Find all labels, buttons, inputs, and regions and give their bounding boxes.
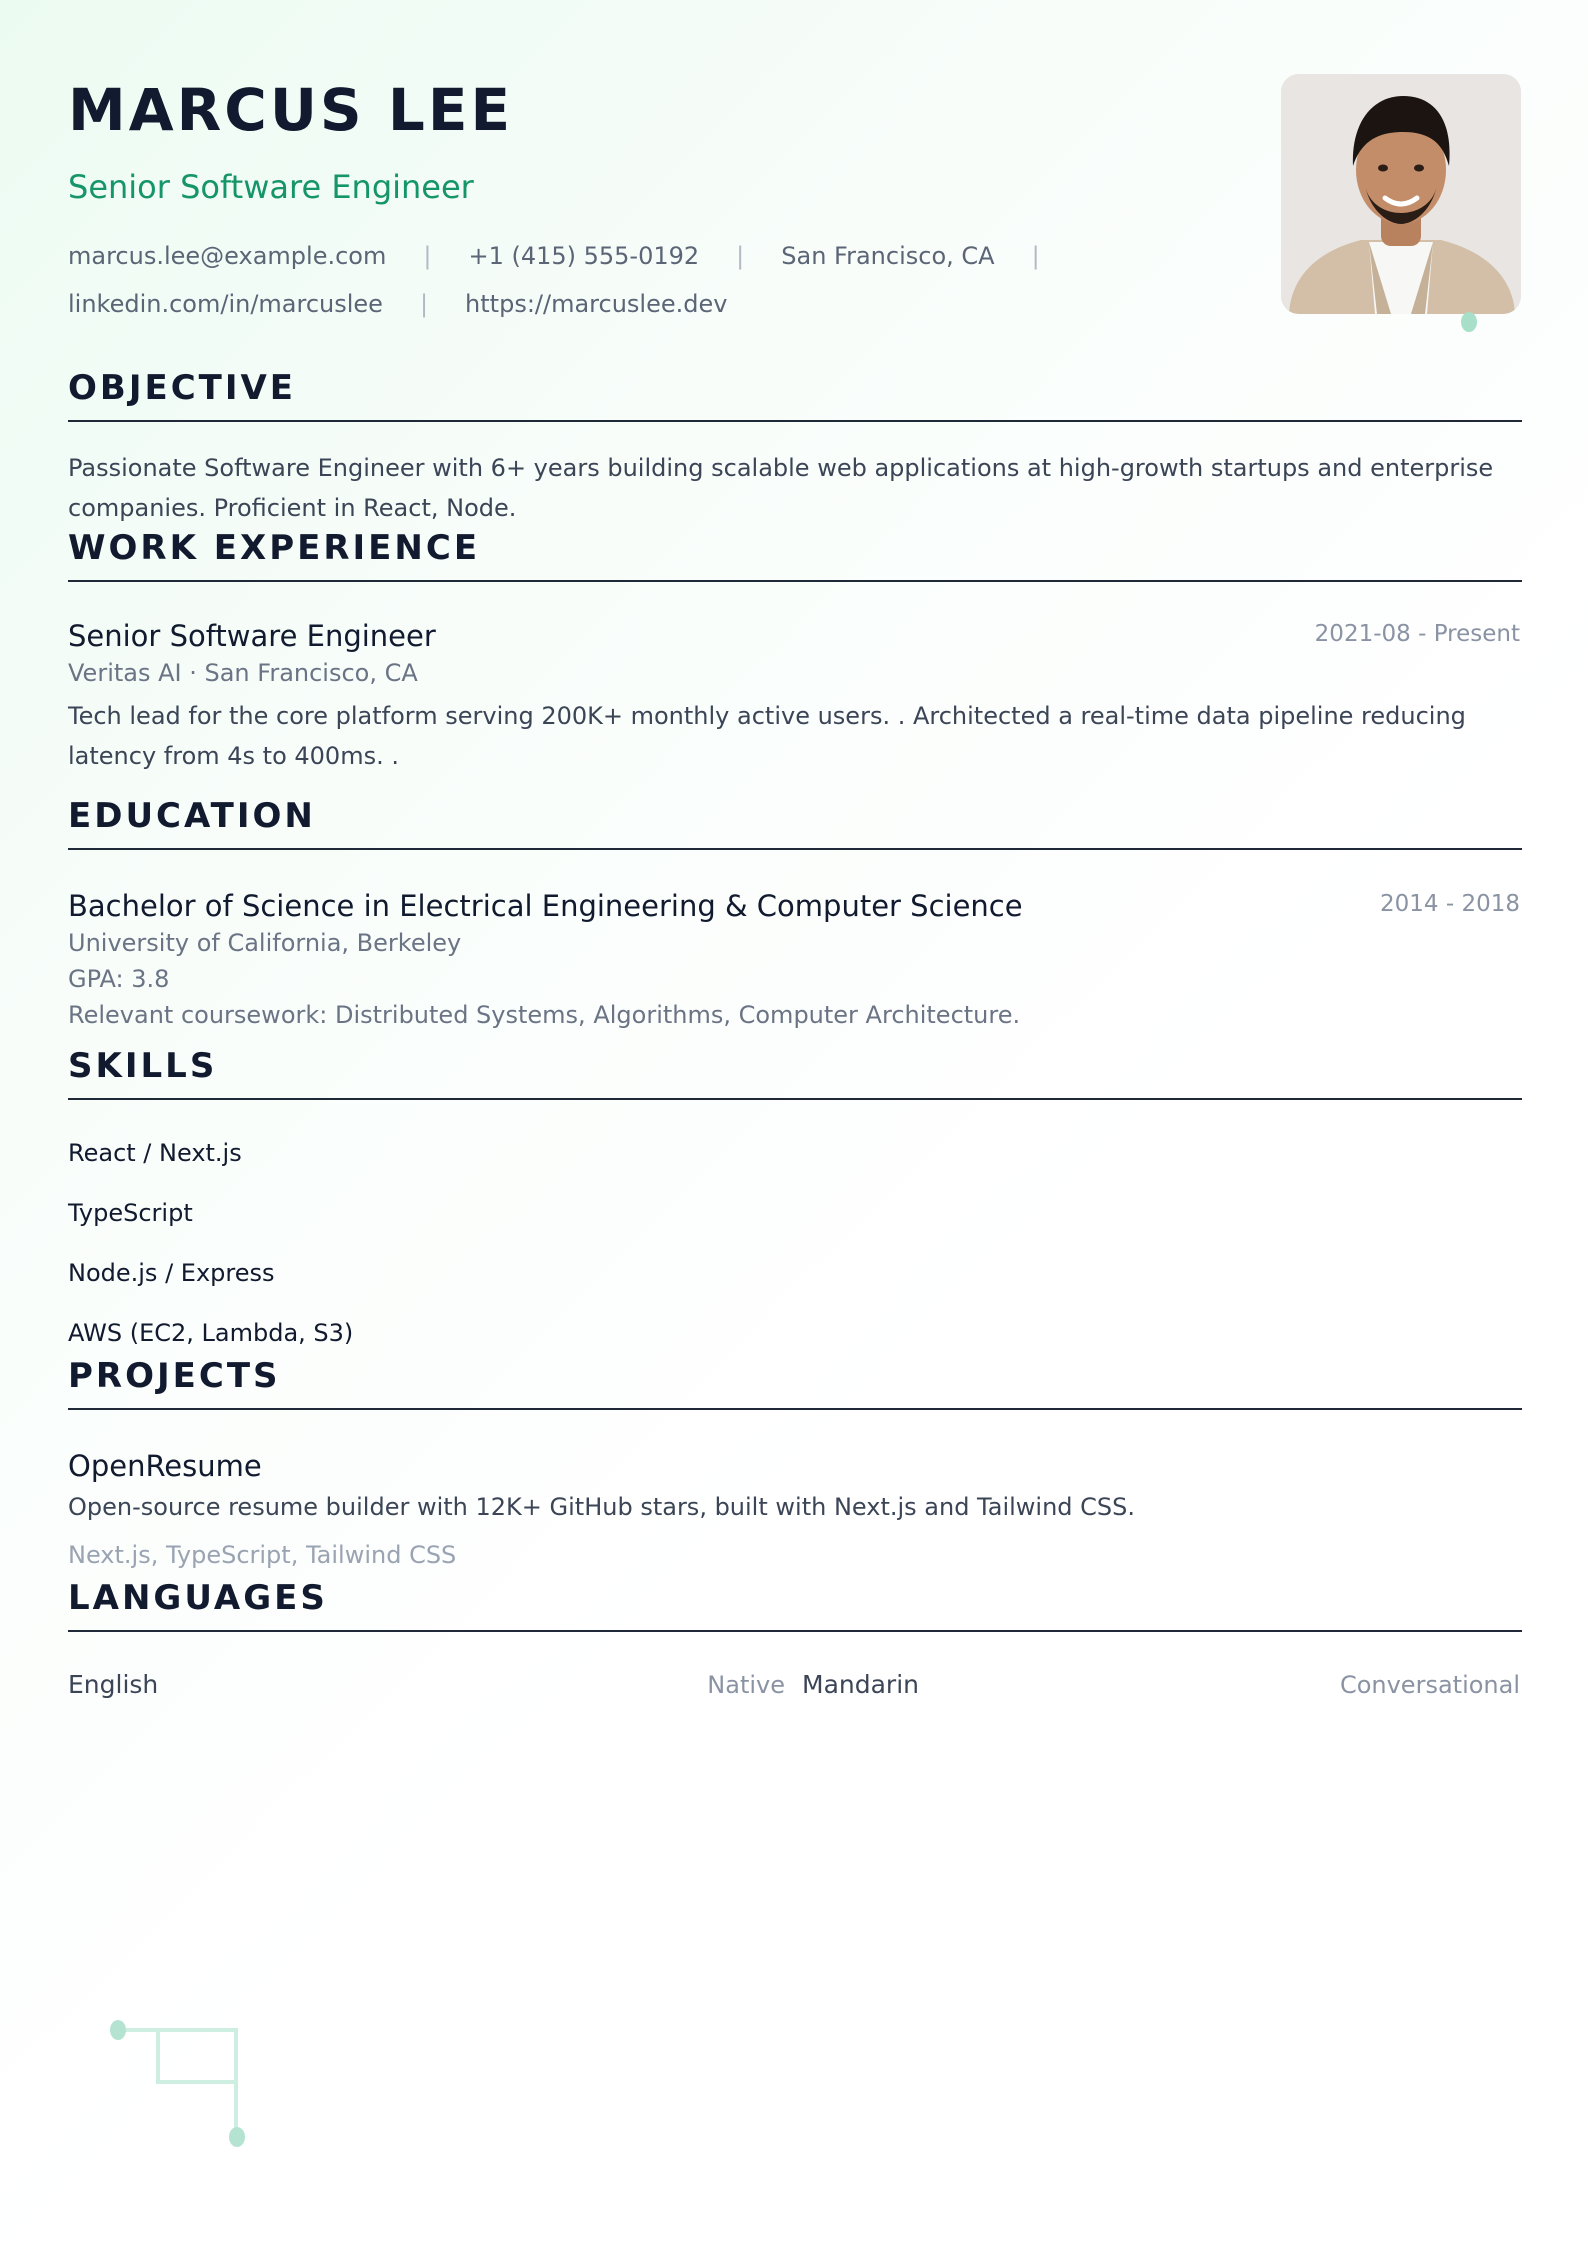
contact-email[interactable]: marcus.lee@example.com bbox=[68, 242, 387, 270]
experience-title: Senior Software Engineer bbox=[68, 619, 436, 653]
section-heading-languages: LANGUAGES bbox=[68, 1576, 1522, 1632]
language-name: Mandarin bbox=[802, 1670, 919, 1699]
contact-website[interactable]: https://marcuslee.dev bbox=[465, 290, 728, 318]
skill-item: AWS (EC2, Lambda, S3) bbox=[68, 1319, 354, 1347]
project-name: OpenResume bbox=[68, 1449, 262, 1483]
decor-circuit-icon bbox=[100, 2010, 260, 2160]
contact-separator: | bbox=[736, 242, 745, 270]
objective-text: Passionate Software Engineer with 6+ years building scalable web applications at high-growth startups and enterprise companies. Proficient in React, Node. bbox=[68, 454, 1494, 522]
contact-separator: | bbox=[423, 242, 432, 270]
project-description: Open-source resume builder with 12K+ GitHub stars, built with Next.js and Tailwind CSS. bbox=[68, 1493, 1136, 1521]
profile-photo bbox=[1281, 74, 1521, 314]
skill-item: React / Next.js bbox=[68, 1139, 242, 1167]
language-name: English bbox=[68, 1670, 159, 1699]
portrait-illustration-icon bbox=[1281, 74, 1521, 314]
section-heading-objective: OBJECTIVE bbox=[68, 366, 1522, 422]
section-heading-projects: PROJECTS bbox=[68, 1354, 1522, 1410]
experience-company: Veritas AI · San Francisco, CA bbox=[68, 659, 418, 687]
contact-phone[interactable]: +1 (415) 555-0192 bbox=[468, 242, 700, 270]
project-tech: Next.js, TypeScript, Tailwind CSS bbox=[68, 1541, 457, 1569]
language-level: Conversational bbox=[1339, 1671, 1520, 1699]
education-degree: Bachelor of Science in Electrical Engineering & Computer Science bbox=[68, 889, 1023, 923]
decor-dot bbox=[1461, 312, 1477, 332]
contact-row-1 bbox=[68, 240, 1077, 272]
contact-separator: | bbox=[1031, 242, 1040, 270]
contact-linkedin[interactable]: linkedin.com/in/marcuslee bbox=[68, 290, 383, 318]
education-gpa: GPA: 3.8 bbox=[68, 965, 170, 993]
section-heading-experience: WORK EXPERIENCE bbox=[68, 526, 1522, 582]
education-date: 2014 - 2018 bbox=[1380, 891, 1520, 917]
contact-row-2 bbox=[68, 288, 727, 320]
section-heading-education: EDUCATION bbox=[68, 794, 1522, 850]
skill-item: TypeScript bbox=[68, 1199, 193, 1227]
experience-date: 2021-08 - Present bbox=[1314, 621, 1520, 647]
language-level: Native bbox=[707, 1671, 785, 1699]
education-coursework: Relevant coursework: Distributed Systems, Algorithms, Computer Architecture. bbox=[68, 1001, 1021, 1029]
skill-item: Node.js / Express bbox=[68, 1259, 275, 1287]
contact-location: San Francisco, CA bbox=[781, 242, 995, 270]
contact-separator: | bbox=[419, 290, 429, 318]
candidate-title: Senior Software Engineer bbox=[68, 168, 474, 206]
experience-description: Tech lead for the core platform serving 200K+ monthly active users. . Architected a real-time data pipeline reducing latency from 4s to 400ms. . bbox=[68, 702, 1466, 770]
section-heading-skills: SKILLS bbox=[68, 1044, 1522, 1100]
candidate-name: MARCUS LEE bbox=[68, 76, 514, 144]
education-school: University of California, Berkeley bbox=[68, 929, 462, 957]
